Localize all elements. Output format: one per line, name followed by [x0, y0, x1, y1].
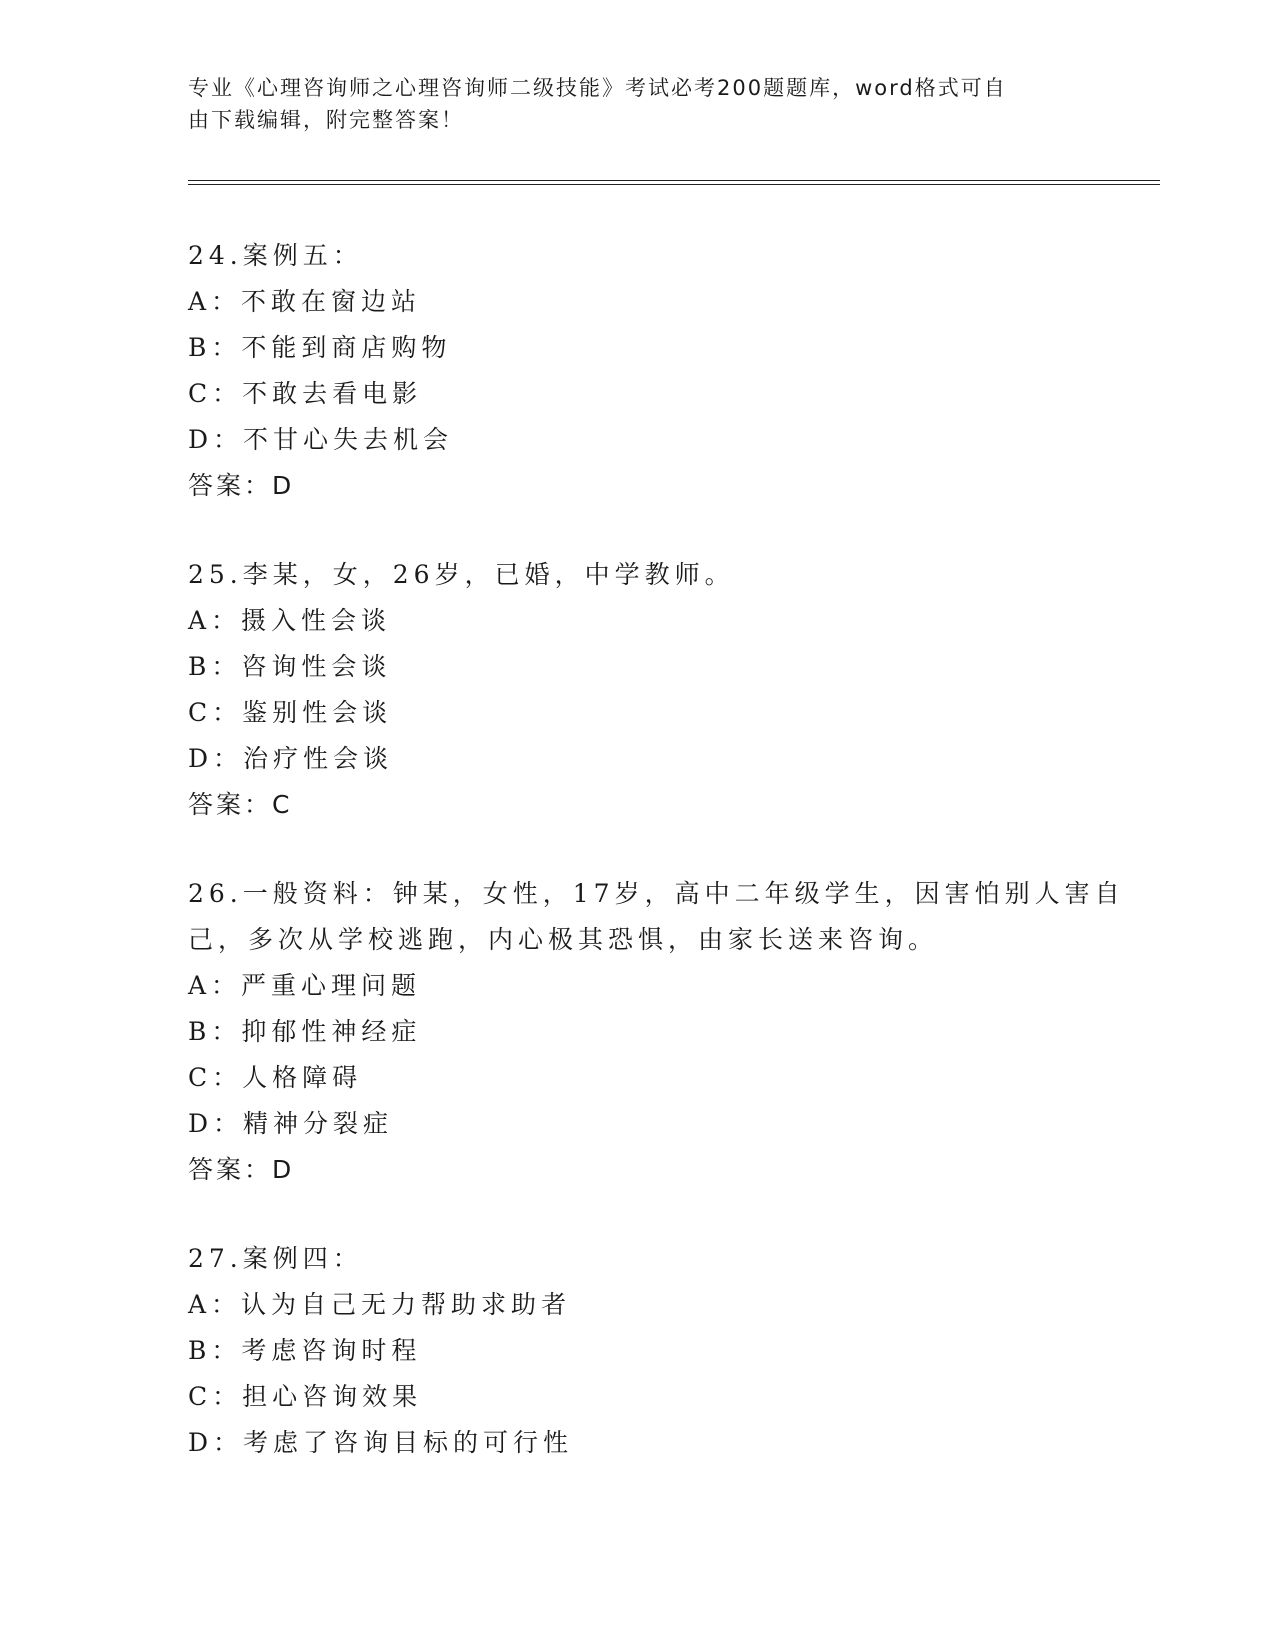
document-header	[188, 72, 1088, 136]
question-24	[188, 233, 1128, 509]
question-27	[188, 1236, 1128, 1466]
option-a: A：不敢在窗边站	[188, 287, 422, 316]
option-b: B：咨询性会谈	[188, 652, 392, 681]
question-stem-line-1: 26.一般资料：钟某，女性，17岁，高中二年级学生，因害怕别人害自	[188, 879, 1125, 908]
question-25	[188, 552, 1128, 828]
option-b: B：考虑咨询时程	[188, 1336, 422, 1365]
header-line-1: 专业《心理咨询师之心理咨询师二级技能》考试必考200题题库，word格式可自	[188, 76, 1007, 100]
option-c: C：人格障碍	[188, 1063, 363, 1092]
option-c: C：担心咨询效果	[188, 1382, 423, 1411]
header-divider-bottom	[188, 184, 1160, 185]
option-d: D：精神分裂症	[188, 1109, 394, 1138]
question-stem: 27.案例四：	[188, 1244, 363, 1273]
answer-line: 答案：C	[188, 790, 293, 819]
option-b: B：抑郁性神经症	[188, 1017, 422, 1046]
header-line-2: 由下载编辑，附完整答案！	[188, 108, 464, 132]
answer-line: 答案：D	[188, 1155, 295, 1184]
option-a: A：摄入性会谈	[188, 606, 392, 635]
option-a: A：严重心理问题	[188, 971, 422, 1000]
option-c: C：鉴别性会谈	[188, 698, 393, 727]
option-b: B：不能到商店购物	[188, 333, 452, 362]
option-a: A：认为自己无力帮助求助者	[188, 1290, 572, 1319]
question-stem: 24.案例五：	[188, 241, 363, 270]
option-c: C：不敢去看电影	[188, 379, 423, 408]
question-stem: 25.李某，女，26岁，已婚，中学教师。	[188, 560, 735, 589]
question-26	[188, 871, 1128, 1193]
question-stem-line-2: 己，多次从学校逃跑，内心极其恐惧，由家长送来咨询。	[188, 925, 939, 954]
header-divider-top	[188, 180, 1160, 181]
option-d: D：治疗性会谈	[188, 744, 394, 773]
option-d: D：不甘心失去机会	[188, 425, 454, 454]
answer-line: 答案：D	[188, 471, 295, 500]
option-d: D：考虑了咨询目标的可行性	[188, 1428, 574, 1457]
